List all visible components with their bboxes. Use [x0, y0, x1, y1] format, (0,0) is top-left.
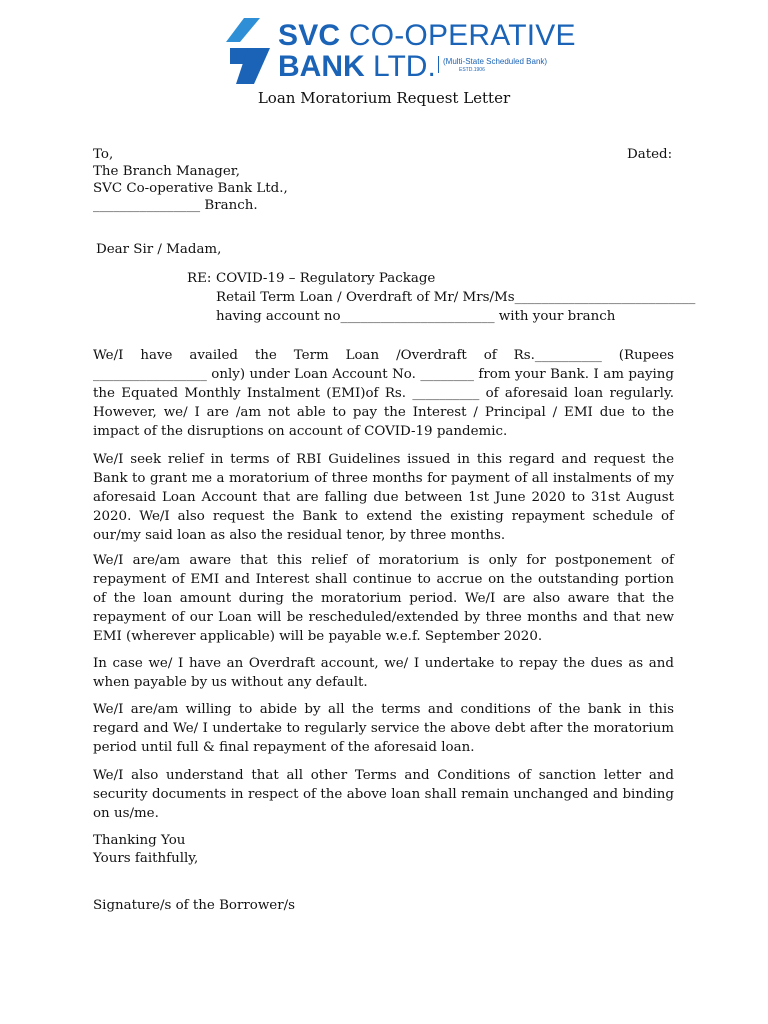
page-title: Loan Moratorium Request Letter — [257, 89, 511, 107]
body-paragraph-6: We/I also understand that all other Terms and Conditions of sanction letter and security documents in respect of the above loan shall remain unchanged and binding on us/me. — [93, 768, 674, 821]
bank-logo-mark-icon — [226, 18, 276, 84]
body-paragraph-1: We/I have availed the Term Loan /Overdraft of Rs.__________ (Rupees _________________ only) under Loan Account No. ________ from your Bank. I am paying the Equated Monthly Instalment (EMI)of Rs. __________ of aforesaid loan regularly. However, we/ I are /am not able to pay the Interest / Principal / EMI due to the impact of the disruptions on account of COVID-19 pandemic. — [93, 348, 674, 439]
body-paragraph-3: We/I are/am aware that this relief of moratorium is only for postponement of repayment of EMI and Interest shall continue to accrue on the outstanding portion of the loan amount during the moratorium period. We/I are also aware that the repayment of our Loan will be rescheduled/extended by three months and that new EMI (wherever applicable) will be payable w.e.f. September 2020. — [93, 553, 674, 644]
signature-label: Signature/s of the Borrower/s — [93, 898, 296, 913]
re-label: RE: — [187, 271, 212, 286]
closing-yours: Yours faithfully, — [93, 851, 199, 866]
bank-logo — [226, 18, 576, 84]
logo-tagline-box — [438, 56, 547, 73]
re-line-2: Retail Term Loan / Overdraft of Mr/ Mrs/Ms___________________________ — [216, 290, 696, 305]
re-line-3: having account no_______________________ with your branch — [216, 309, 616, 324]
dated-label: Dated: — [627, 147, 673, 162]
re-subject: COVID-19 – Regulatory Package — [216, 271, 436, 286]
body-paragraph-5: We/I are/am willing to abide by all the terms and conditions of the bank in this regard and We/ I undertake to regularly service the above debt after the moratorium period until full & final repayment of the aforesaid loan. — [93, 702, 674, 755]
logo-line-1: SVC CO-OPERATIVE — [278, 19, 576, 52]
body-paragraph-4: In case we/ I have an Overdraft account, we/ I undertake to repay the dues as and when payable by us without any default. — [93, 656, 674, 690]
closing-thanks: Thanking You — [93, 833, 186, 848]
logo-tagline: (Multi-State Scheduled Bank) — [443, 57, 548, 66]
address-to: To, — [93, 147, 114, 162]
address-line-1: The Branch Manager, — [93, 164, 240, 179]
body-paragraph-2: We/I seek relief in terms of RBI Guidelines issued in this regard and request the Bank to grant me a moratorium of three months for payment of all instalments of my aforesaid Loan Account that are falling due between 1st June 2020 to 31st August 2020. We/I also request the Bank to extend the existing repayment schedule of our/my said loan as also the residual tenor, by three months. — [93, 452, 674, 543]
address-line-3: ________________ Branch. — [93, 198, 258, 213]
logo-established: ESTD.1906 — [459, 67, 485, 73]
address-line-2: SVC Co-operative Bank Ltd., — [93, 181, 288, 196]
salutation: Dear Sir / Madam, — [96, 242, 222, 257]
logo-line-2: BANK LTD. — [278, 50, 436, 83]
